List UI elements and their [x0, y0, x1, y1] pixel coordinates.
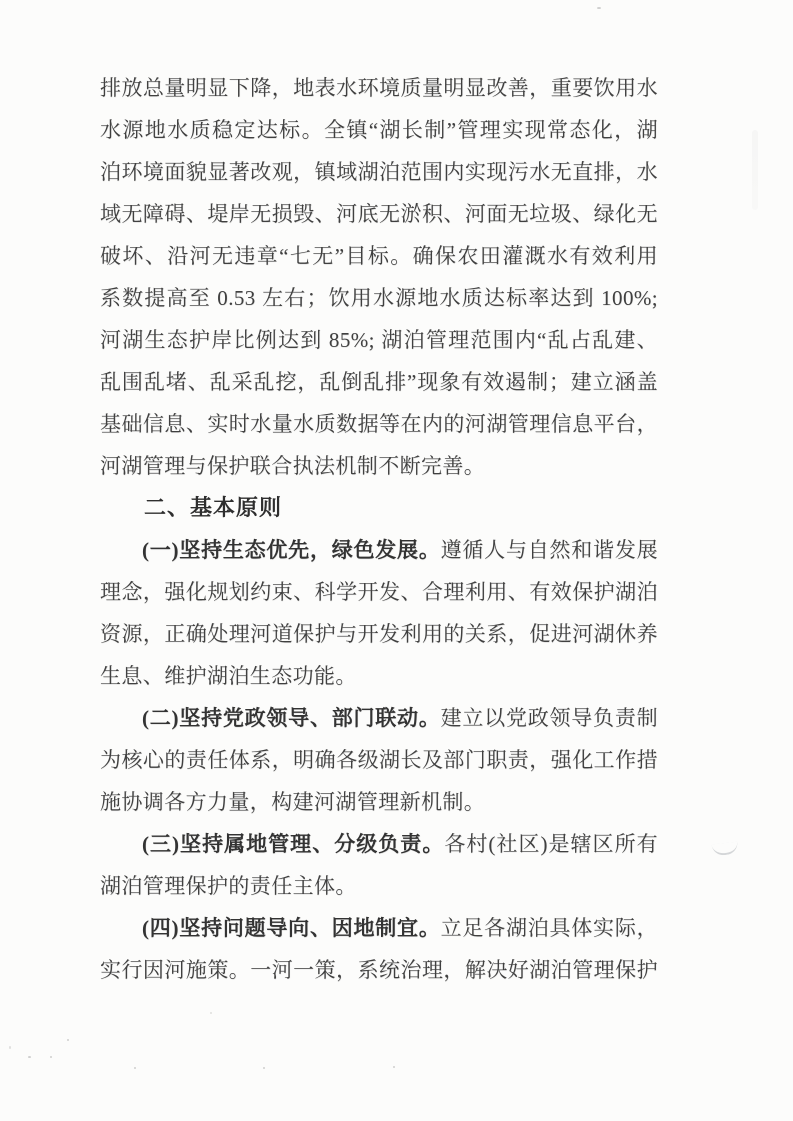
document-line — [100, 823, 658, 865]
line-text: 域无障碍、堤岸无损毁、河底无淤积、河面无垃圾、绿化无 — [100, 202, 658, 226]
line-text: 实行因河施策。一河一策，系统治理，解决好湖泊管理保护 — [100, 958, 658, 982]
document-line — [100, 67, 658, 109]
line-text: 理念，强化规划约束、科学开发、合理利用、有效保护湖泊 — [100, 580, 658, 604]
line-text: 建立以党政领导负责制 — [440, 706, 658, 730]
document-line — [100, 697, 658, 739]
line-text: 泊环境面貌显著改观，镇域湖泊范围内实现污水无直排，水 — [100, 160, 658, 184]
scan-speck — [67, 1039, 69, 1041]
line-text: 破坏、沿河无违章“七无”目标。确保农田灌溉水有效利用 — [100, 244, 658, 268]
line-text: 遵循人与自然和谐发展 — [440, 538, 658, 562]
line-text: 排放总量明显下降，地表水环境质量明显改善，重要饮用水 — [100, 76, 658, 100]
document-line — [100, 655, 658, 697]
scan-check-mark — [711, 842, 738, 857]
document-line — [100, 319, 658, 361]
line-text: 河湖生态护岸比例达到 85%; 湖泊管理范围内“乱占乱建、 — [100, 328, 658, 352]
document-line — [100, 235, 658, 277]
scan-speck — [134, 1067, 136, 1069]
paragraph-lead-bold: (二)坚持党政领导、部门联动。 — [142, 706, 441, 730]
document-line — [100, 151, 658, 193]
paragraph-lead-bold: (三)坚持属地管理、分级负责。 — [142, 832, 445, 856]
document-line — [100, 403, 658, 445]
line-text: 资源，正确处理河道保护与开发利用的关系，促进河湖休养 — [100, 622, 658, 646]
scan-smudge — [752, 130, 758, 210]
paragraph-lead-bold: (四)坚持问题导向、因地制宜。 — [142, 916, 441, 940]
line-text: 二、基本原则 — [144, 495, 283, 520]
scan-speck — [597, 7, 601, 9]
line-text: 为核心的责任体系，明确各级湖长及部门职责，强化工作措 — [100, 748, 658, 772]
line-text: 基础信息、实时水量水质数据等在内的河湖管理信息平台， — [100, 412, 658, 436]
document-line — [100, 907, 658, 949]
scan-speck — [263, 1067, 265, 1069]
document-line — [100, 445, 658, 487]
document-line — [100, 277, 658, 319]
line-text: 水源地水质稳定达标。全镇“湖长制”管理实现常态化，湖 — [100, 118, 658, 142]
scan-speck — [393, 1066, 395, 1068]
scan-speck — [9, 1046, 11, 1049]
line-text: 施协调各方力量，构建河湖管理新机制。 — [100, 790, 486, 814]
line-text: 生息、维护湖泊生态功能。 — [100, 664, 357, 688]
document-line — [100, 361, 658, 403]
document-line — [100, 781, 658, 823]
line-text: 各村(社区)是辖区所有 — [444, 832, 658, 856]
document-line — [100, 865, 658, 907]
document-line — [100, 571, 658, 613]
document-line — [100, 109, 658, 151]
line-text: 立足各湖泊具体实际， — [440, 916, 658, 940]
section-heading — [100, 487, 658, 529]
scan-speck — [50, 1056, 52, 1058]
scan-speck — [210, 1012, 212, 1014]
line-text: 湖泊管理保护的责任主体。 — [100, 874, 357, 898]
document-line — [100, 529, 658, 571]
line-text: 系数提高至 0.53 左右；饮用水源地水质达标率达到 100%; — [100, 286, 658, 310]
document-line — [100, 949, 658, 991]
document-text-block — [100, 67, 658, 991]
paragraph-lead-bold: (一)坚持生态优先，绿色发展。 — [142, 538, 441, 562]
scan-speck — [28, 1056, 31, 1058]
document-line — [100, 739, 658, 781]
document-line — [100, 193, 658, 235]
line-text: 乱围乱堵、乱采乱挖，乱倒乱排”现象有效遏制；建立涵盖 — [100, 370, 658, 394]
line-text: 河湖管理与保护联合执法机制不断完善。 — [100, 454, 486, 478]
document-line — [100, 613, 658, 655]
